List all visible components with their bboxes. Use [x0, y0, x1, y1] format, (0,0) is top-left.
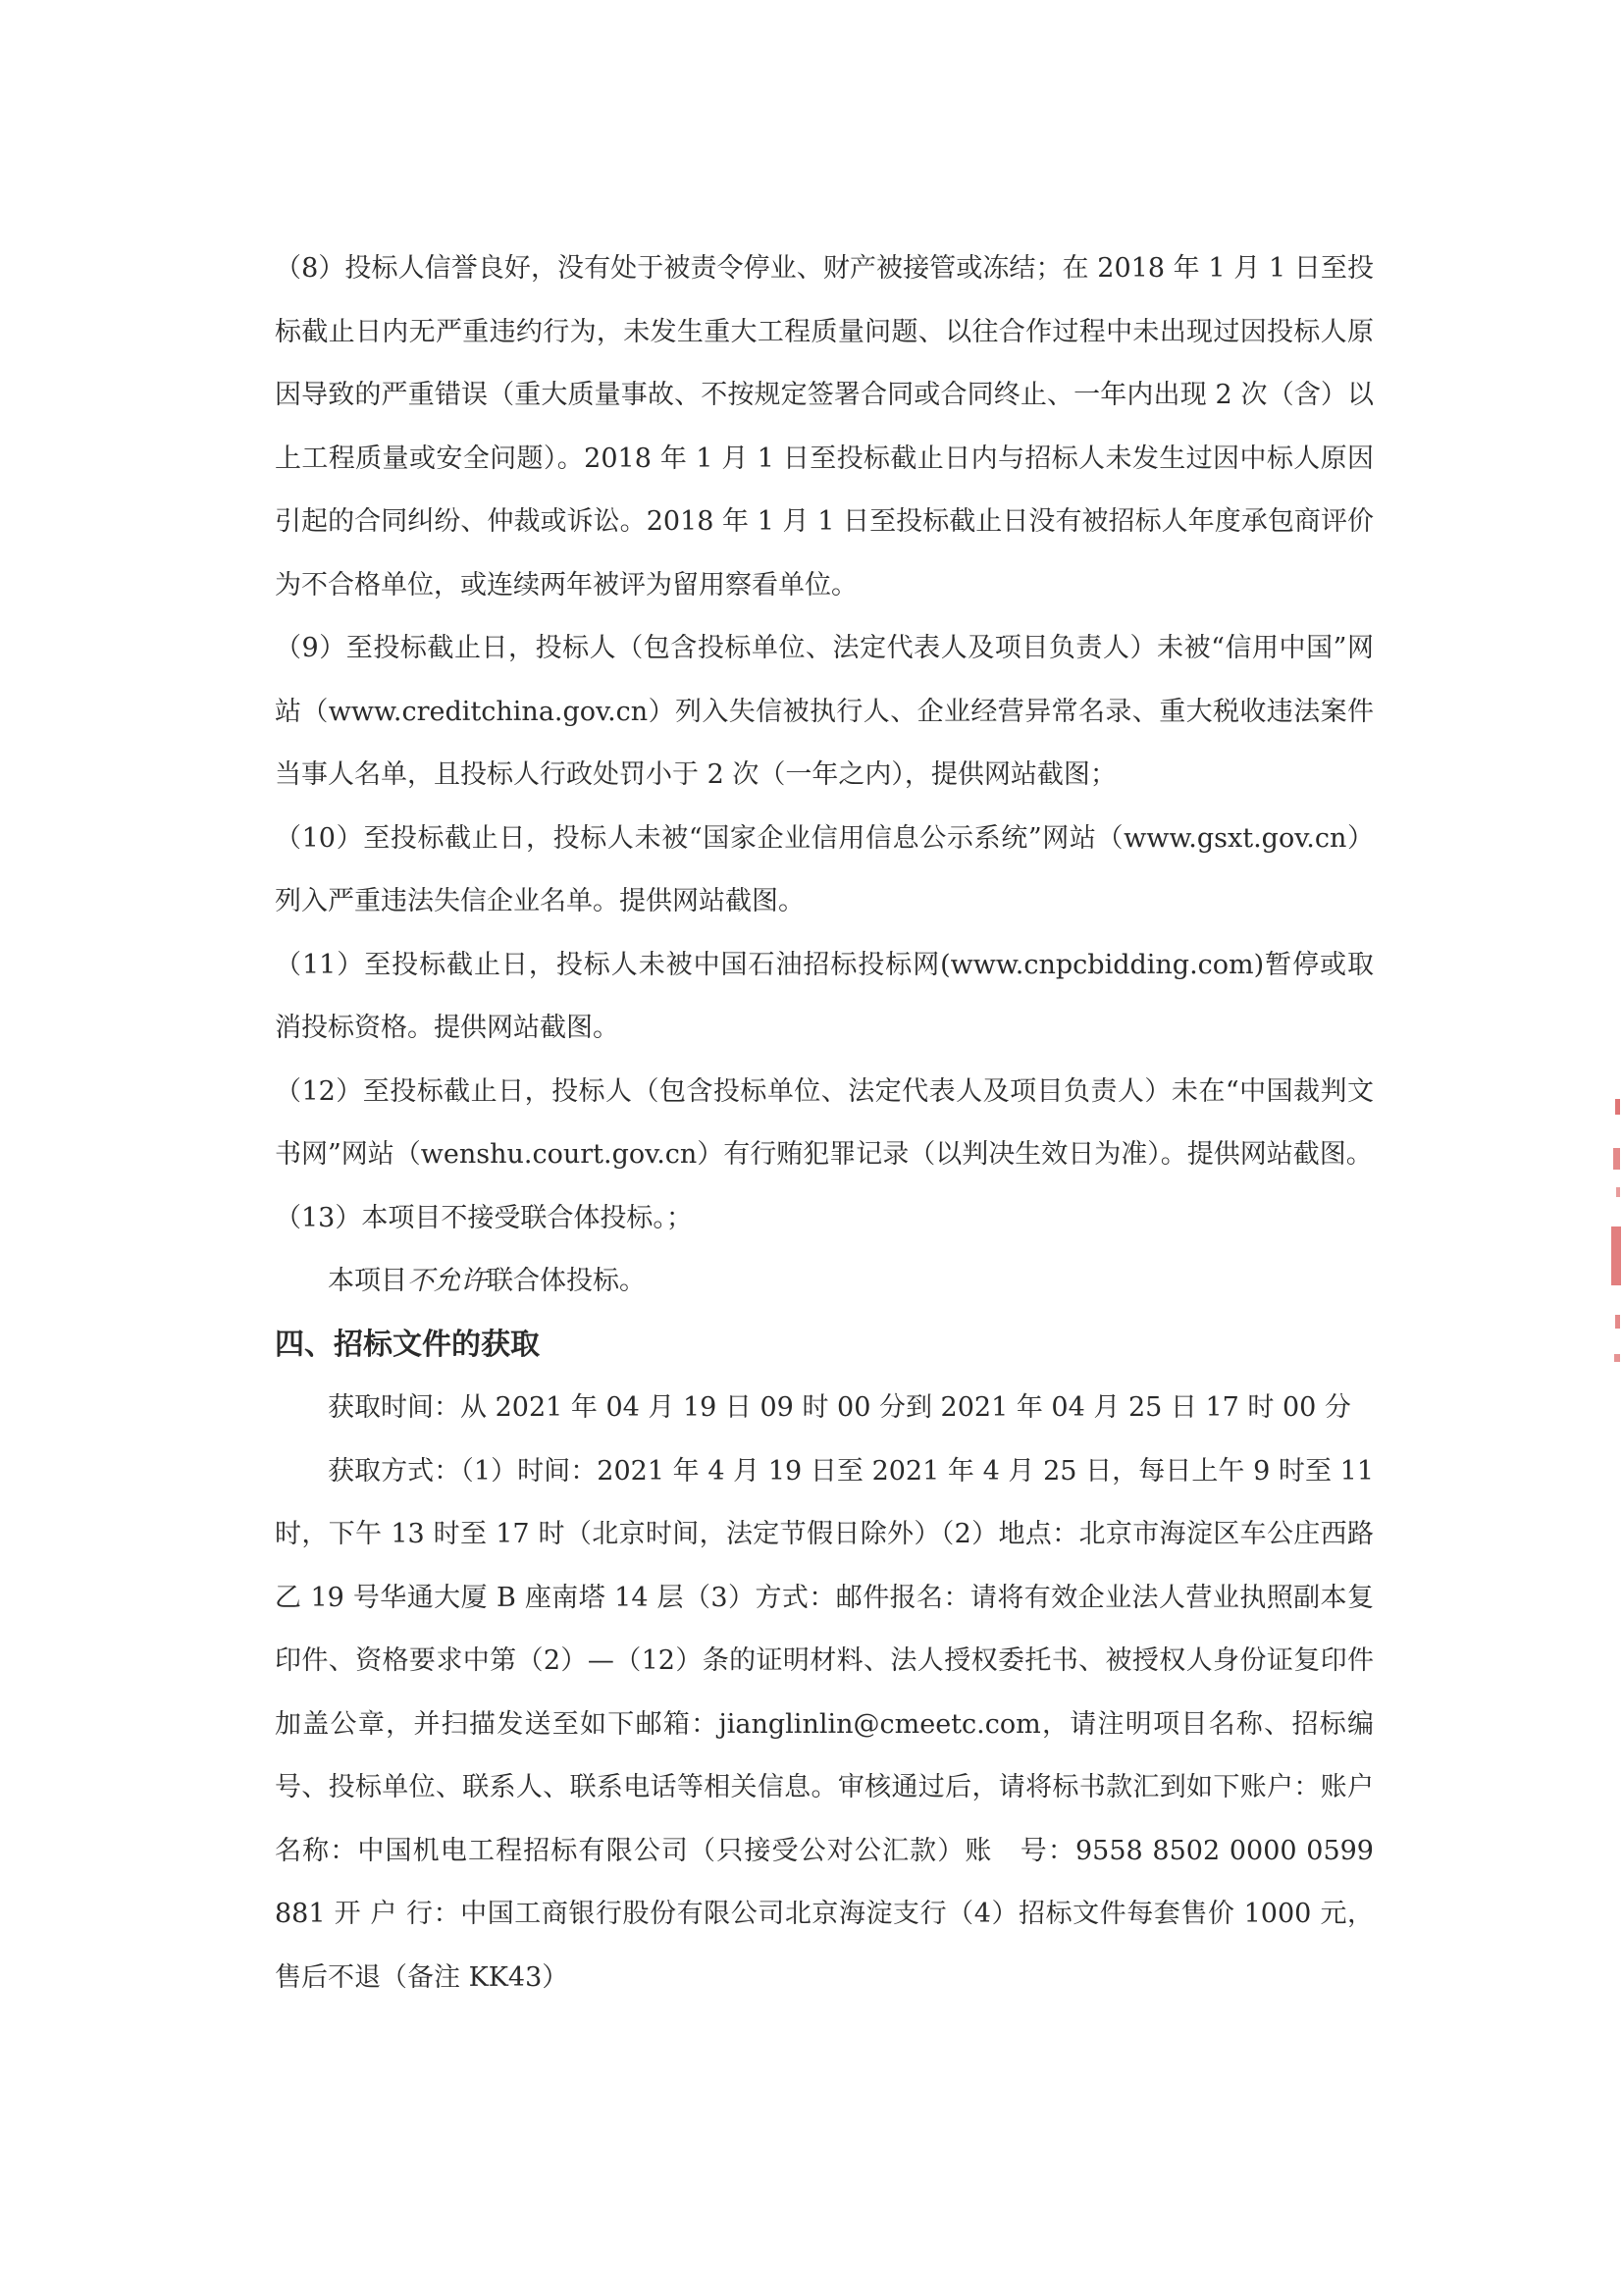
paragraph-item-10: （10）至投标截止日，投标人未被“国家企业信用信息公示系统”网站（www.gsxt.gov.cn）列入严重违法失信企业名单。提供网站截图。: [275, 822, 1374, 916]
paragraph-item-11: （11）至投标截止日，投标人未被中国石油招标投标网(www.cnpcbidding.com)暂停或取消投标资格。提供网站截图。: [275, 949, 1374, 1043]
paragraph-item-8: （8）投标人信誉良好，没有处于被责令停业、财产被接管或冻结；在 2018 年 1 月 1 日至投标截止日内无严重违约行为，未发生重大工程质量问题、以往合作过程中未出现过因投标人原因导致的严重错误（重大质量事故、不按规定签署合同或合同终止、一年内出现 2 次（含）以上工程质量或安全问题）。2018 年 1 月 1 日至投标截止日内与招标人未发生过因中标人原因引起的合同纠纷、仲裁或诉讼。2018 年 1 月 1 日至投标截止日没有被招标人年度承包商评价为不合格单位，或连续两年被评为留用察看单位。: [275, 253, 1374, 600]
consortium-note: [275, 1250, 1374, 1314]
acquisition-time: [275, 1377, 1374, 1440]
section-title: 四、招标文件的获取: [275, 1327, 540, 1362]
seal-edge-mark: [1605, 1089, 1623, 1383]
consortium-emphasis: 不允许: [407, 1266, 487, 1296]
document-body: [275, 237, 1374, 2009]
consortium-suffix: 联合体投标。: [487, 1266, 646, 1296]
paragraph-item-13: （13）本项目不接受联合体投标。；: [275, 1202, 693, 1233]
paragraph-item-12: （12）至投标截止日，投标人（包含投标单位、法定代表人及项目负责人）未在“中国裁判文书网”网站（wenshu.court.gov.cn）有行贿犯罪记录（以判决生效日为准）。提供网站截图。: [275, 1075, 1374, 1170]
acquisition-method-label: 获取方式：: [328, 1455, 461, 1487]
paragraph-item-9: （9）至投标截止日，投标人（包含投标单位、法定代表人及项目负责人）未被“信用中国”网站（www.creditchina.gov.cn）列入失信被执行人、企业经营异常名录、重大税收违法案件当事人名单，且投标人行政处罚小于 2 次（一年之内），提供网站截图；: [275, 633, 1374, 790]
acquisition-method-value: （1）时间：2021 年 4 月 19 日至 2021 年 4 月 25 日，每日上午 9 时至 11 时，下午 13 时至 17 时（北京时间，法定节假日除外）（2）地点：北京市海淀区车公庄西路乙 19 号华通大厦 B 座南塔 14 层（3）方式：邮件报名：请将有效企业法人营业执照副本复印件、资格要求中第（2）—（12）条的证明材料、法人授权委托书、被授权人身份证复印件加盖公章，并扫描发送至如下邮箱：jianglinlin@cmeetc.com，请注明项目名称、招标编号、投标单位、联系人、联系电话等相关信息。审核通过后，请将标书款汇到如下账户：账户名称：中国机电工程招标有限公司（只接受公对公汇款）账 号：9558 8502 0000 0599 881 开 户 行：中国工商银行股份有限公司北京海淀支行（4）招标文件每套售价 1000 元，售后不退（备注 KK43）: [275, 1455, 1374, 1993]
acquisition-method: [275, 1440, 1374, 2010]
consortium-prefix: 本项目: [328, 1266, 407, 1296]
acquisition-time-label: 获取时间：: [328, 1392, 460, 1423]
acquisition-time-value: 从 2021 年 04 月 19 日 09 时 00 分到 2021 年 04 月 25 日 17 时 00 分: [460, 1392, 1351, 1423]
